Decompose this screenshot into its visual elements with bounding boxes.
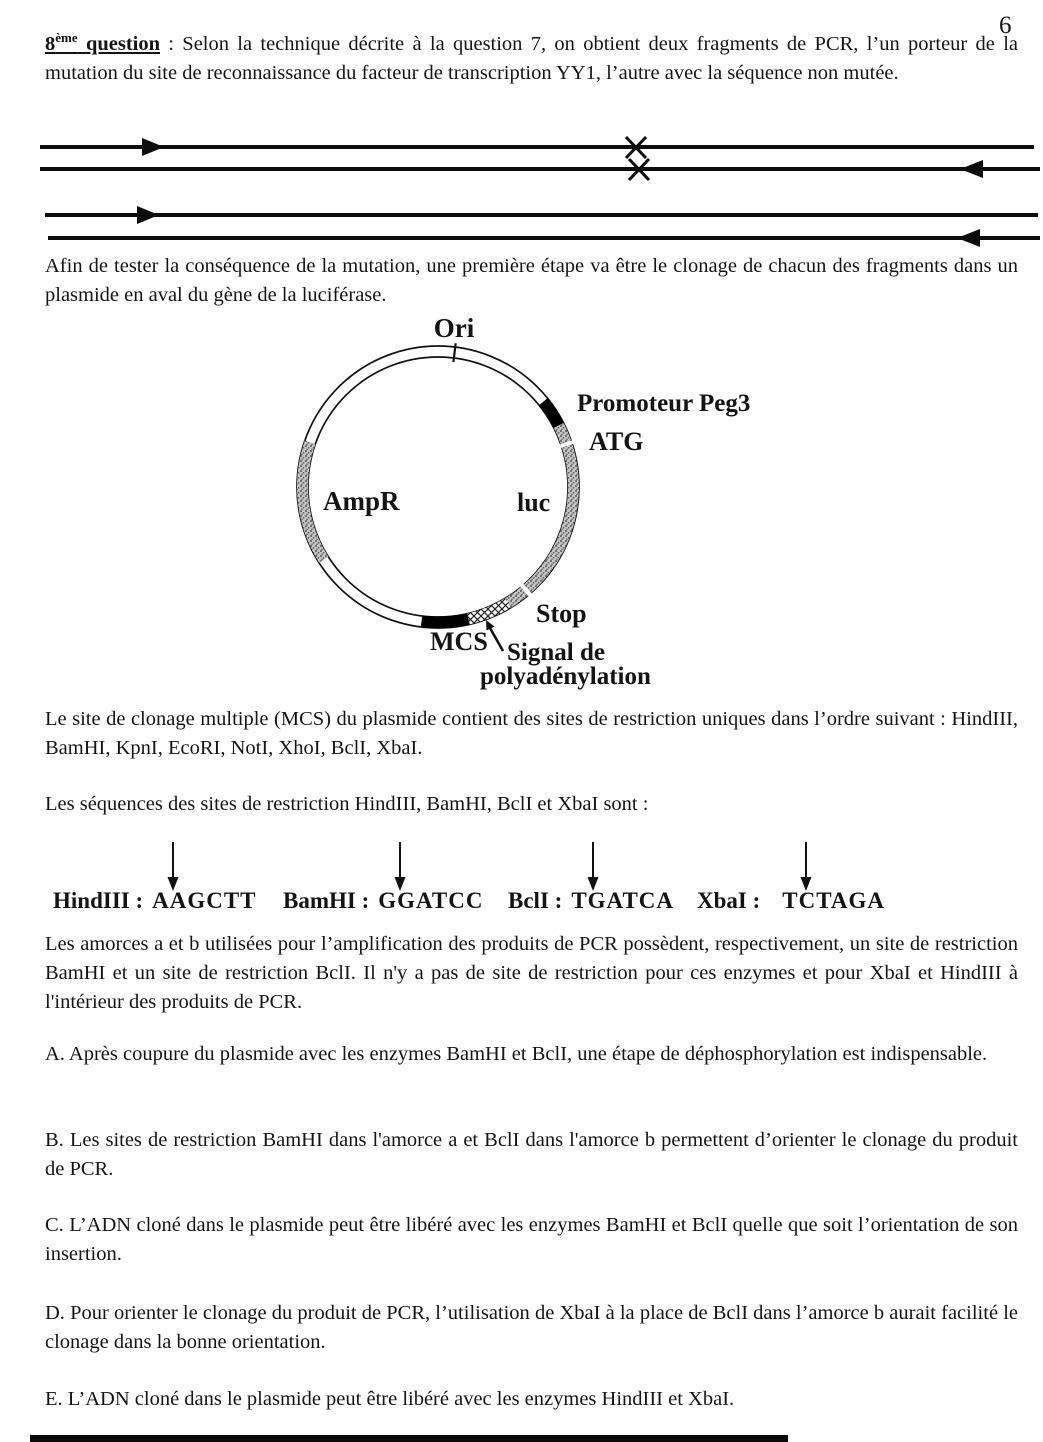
primer-arrow-right-icon xyxy=(137,206,159,224)
enzyme-name: BclI : xyxy=(508,888,563,913)
question-8-heading xyxy=(45,30,160,55)
enzyme-name: HindIII : xyxy=(53,888,144,913)
primer-arrow-right-icon xyxy=(142,138,164,156)
primer-arrow-left-icon xyxy=(957,229,980,247)
mcs-description-paragraph: Le site de clonage multiple (MCS) du plasmide contient des sites de restriction uniques dans l’ordre suivant : HindIII, BamHI, KpnI, EcoRI, NotI, XhoI, BclI, XbaI. xyxy=(45,708,1018,759)
cut-site-arrow-bcli xyxy=(588,842,599,891)
polya-label-line2: polyadénylation xyxy=(480,663,651,690)
stop-label: Stop xyxy=(536,599,587,628)
option-b: B. Les sites de restriction BamHI dans l'amorce a et BclI dans l'amorce b permettent d’orienter le clonage du produit de PCR. xyxy=(45,1129,1018,1180)
promoter-peg3-segment xyxy=(543,402,558,426)
enzyme-sequence: GGATCC xyxy=(378,888,484,913)
question-ordinal-suffix: ème xyxy=(55,30,78,46)
luc-label: luc xyxy=(517,488,551,517)
pcr-fragment-wildtype xyxy=(45,206,1040,247)
option-d: D. Pour orienter le clonage du produit de PCR, l’utilisation de XbaI à la place de BclI dans l’amorce b aurait facilité le clonage dans la bonne orientation. xyxy=(45,1302,1018,1353)
mcs-segment xyxy=(422,619,469,622)
option-c: C. L’ADN cloné dans le plasmide peut être libéré avec les enzymes BamHI et BclI quelle que soit l’orientation de son insertion. xyxy=(45,1214,1018,1265)
enzyme-sequence: TCTAGA xyxy=(782,888,885,913)
restriction-sites-row xyxy=(0,888,1043,924)
cut-site-arrow-hindiii xyxy=(168,842,179,891)
cut-site-arrows xyxy=(0,840,1043,892)
page-number: 6 xyxy=(999,12,1012,39)
polya-label-line1: Signal de xyxy=(507,639,605,666)
question-8-paragraph xyxy=(45,30,1018,88)
pcr-fragment-mutated xyxy=(40,137,1040,180)
restriction-site-bamhi xyxy=(283,888,484,914)
restriction-site-bcli xyxy=(508,888,674,914)
cut-site-arrow-xbai xyxy=(801,842,812,891)
cloning-intro-paragraph: Afin de tester la conséquence de la mutation, une première étape va être le clonage de chacun des fragments dans un plasmide en aval du gène de la luciférase. xyxy=(45,255,1018,306)
ori-label: Ori xyxy=(433,313,475,343)
scan-artifact-bar xyxy=(30,1435,788,1442)
cut-site-arrow-bamhi xyxy=(395,842,406,891)
pcr-fragments-diagram xyxy=(0,135,1043,250)
mcs-label: MCS xyxy=(430,627,488,656)
ori-tick xyxy=(453,343,455,362)
question-word: question xyxy=(85,33,160,55)
ampr-label: AmpR xyxy=(323,486,400,516)
primer-arrow-left-icon xyxy=(960,160,983,178)
enzyme-sequence: AAGCTT xyxy=(152,888,257,913)
restriction-site-xbai xyxy=(697,888,885,914)
enzyme-name: XbaI : xyxy=(697,888,761,913)
option-e: E. L’ADN cloné dans le plasmide peut être libéré avec les enzymes HindIII et XbaI. xyxy=(45,1388,735,1410)
atg-label: ATG xyxy=(589,427,644,456)
option-a: A. Après coupure du plasmide avec les enzymes BamHI et BclI, une étape de déphosphorylation est indispensable. xyxy=(45,1043,988,1065)
restriction-site-hindiii xyxy=(53,888,257,914)
question-number: 8 xyxy=(45,33,56,55)
primers-paragraph: Les amorces a et b utilisées pour l’amplification des produits de PCR possèdent, respectivement, un site de restriction BamHI et un site de restriction BclI. Il n'y a pas de site de restriction pour ces enzymes et pour XbaI et HindIII à l'intérieur des produits de PCR. xyxy=(45,933,1018,1013)
promoter-peg3-label: Promoteur Peg3 xyxy=(577,390,751,417)
enzyme-sequence: TGATCA xyxy=(571,888,675,913)
sequences-intro-paragraph: Les séquences des sites de restriction HindIII, BamHI, BclI et XbaI sont : xyxy=(45,793,649,815)
question-text: : Selon la technique décrite à la question 7, on obtient deux fragments de PCR, l’un porteur de la mutation du site de reconnaissance du facteur de transcription YY1, l’autre avec la séquence non mutée. xyxy=(45,33,1019,84)
polya-pointer-arrow xyxy=(486,620,503,651)
enzyme-name: BamHI : xyxy=(283,888,370,913)
